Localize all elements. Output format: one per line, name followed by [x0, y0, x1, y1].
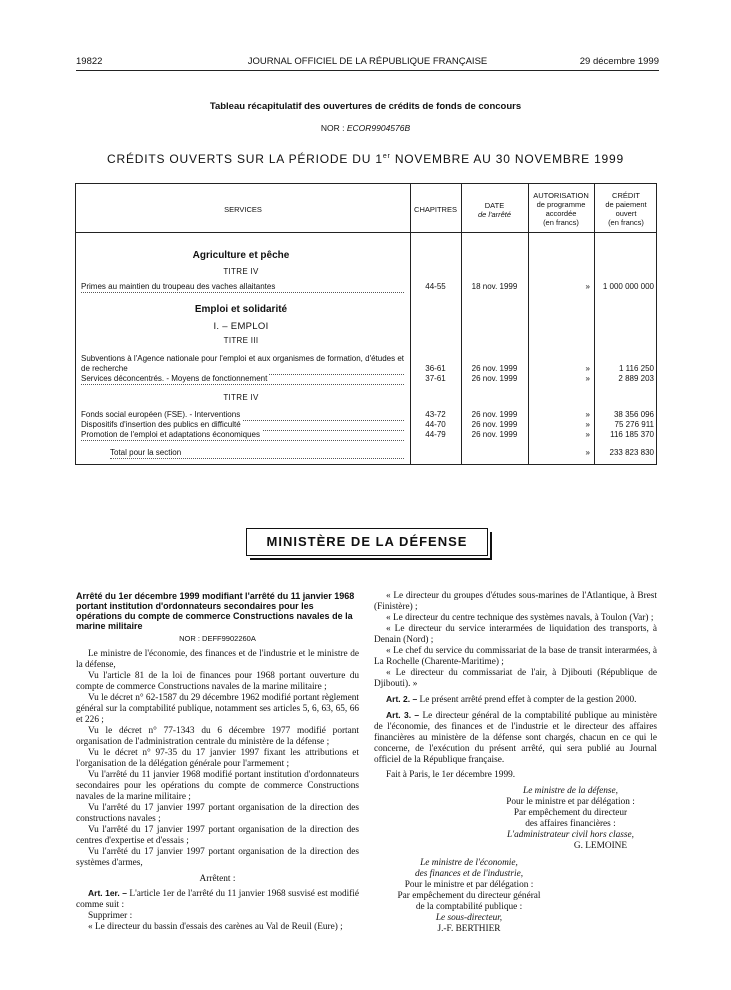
titre-iii: TITRE III	[223, 336, 259, 345]
arrete-left-column	[76, 591, 359, 933]
section-emploi: Emploi et solidarité	[194, 304, 288, 315]
row-date: 26 nov. 1999	[471, 430, 518, 439]
row-credit: 1 116 250	[619, 364, 654, 373]
row-chapitre: 44-79	[425, 430, 446, 439]
arrete-right-column	[374, 591, 657, 935]
paragraph: « Le directeur du groupes d'études sous-marines de l'Atlantique, à Brest (Finistère) ;	[374, 591, 657, 612]
col-credit: CRÉDIT de paiement ouvert (en francs)	[605, 191, 647, 227]
titre-iv-agri: TITRE IV	[223, 267, 259, 276]
row-autorisation: »	[585, 374, 590, 383]
section-agriculture: Agriculture et pêche	[192, 250, 290, 261]
fait-a-paris: Fait à Paris, le 1er décembre 1999.	[386, 770, 516, 780]
row-date: 18 nov. 1999	[471, 282, 518, 291]
row-autorisation: »	[585, 282, 590, 291]
col-autorisation: AUTORISATION de programme accordée (en francs)	[533, 191, 589, 227]
col-date: DATE de l'arrêté	[477, 201, 512, 219]
paragraph: « Le directeur du commissariat de l'air, à Djibouti (République de Djibouti). »	[374, 668, 657, 689]
paragraph: Vu l'article 81 de la loi de finances pour 1968 portant ouverture du compte de commerce Constructions navales de la marine militaire ;	[76, 671, 359, 692]
paragraph: Vu le décret n° 62-1587 du 29 décembre 1962 modifié portant règlement général sur la comptabilité publique, notamment ses articles 5, 6, 63, 65, 66 et 226 ;	[76, 693, 359, 725]
paragraph: Vu l'arrêté du 17 janvier 1997 portant organisation de la direction des constructions navales ;	[76, 803, 359, 824]
row-credit: 2 889 203	[618, 374, 654, 383]
paragraph: Vu l'arrêté du 11 janvier 1968 modifié portant institution d'ordonnateurs secondaires pour les opérations du compte de commerce Constructions navales de la marine militaire ;	[76, 770, 359, 802]
emploi-subsection: I. – EMPLOI	[213, 321, 269, 332]
credits-table	[75, 183, 657, 465]
row-credit: 38 356 096	[613, 410, 654, 419]
journal-title: JOURNAL OFFICIEL DE LA RÉPUBLIQUE FRANÇAISE	[247, 56, 488, 67]
table-title: Tableau récapitulatif des ouvertures de crédits de fonds de concours	[209, 101, 522, 112]
paragraph: « Le directeur du centre technique des systèmes navals, à Toulon (Var) ;	[386, 613, 654, 623]
row-chapitre: 43-72	[425, 410, 446, 419]
arrete-nor: NOR : DEFF9902260A	[179, 634, 256, 643]
row-autorisation: »	[585, 430, 590, 439]
row-date: 26 nov. 1999	[471, 420, 518, 429]
row-label: Dispositifs d'insertion des publics en difficulté	[81, 420, 404, 431]
arrete-title: Arrêté du 1er décembre 1999 modifiant l'arrêté du 11 janvier 1968 portant institution d'ordonnateurs secondaires pour les opérations du compte de commerce Constructions navales de la marine militaire	[76, 591, 355, 631]
row-autorisation: »	[585, 364, 590, 373]
paragraph: Vu l'arrêté du 17 janvier 1997 portant organisation de la direction des systèmes d'armes,	[76, 847, 359, 868]
paragraph: « Le chef du service du commissariat de la base de transit interarmées, à La Rochelle (Charente-Maritime) ;	[374, 646, 657, 667]
col-chapitres: CHAPITRES	[414, 205, 457, 214]
signature-economie: Le ministre de l'économie, des finances et de l'industrie, Pour le ministre et par délégation : Par empêchement du directeur général de la comptabilité publique : Le sous-directeur, J.-F. BERTHIER	[397, 858, 541, 934]
article-2: Art. 2. – Le présent arrêté prend effet à compter de la gestion 2000.	[386, 694, 637, 705]
row-credit: 75 276 911	[614, 420, 654, 429]
row-credit: 1 000 000 000	[602, 282, 654, 291]
row-date: 26 nov. 1999	[471, 410, 518, 419]
row-credit: 116 185 370	[610, 430, 654, 439]
row-chapitre: 44-55	[425, 282, 446, 291]
table-nor: NOR : ECOR9904576B	[320, 123, 411, 133]
paragraph: Vu le décret n° 77-1343 du 6 décembre 1977 modifié portant organisation de l'administration centrale du ministère de la défense ;	[76, 726, 359, 747]
arretent: Arrêtent :	[199, 874, 236, 884]
page-header	[76, 56, 659, 71]
row-date: 26 nov. 1999	[471, 364, 518, 373]
row-label: Primes au maintien du troupeau des vaches allaitantes	[81, 282, 404, 293]
paragraph: Vu le décret n° 97-35 du 17 janvier 1997 fixant les attributions et l'organisation de la délégation générale pour l'armement ;	[76, 748, 359, 769]
row-chapitre: 44-70	[425, 420, 446, 429]
col-services: SERVICES	[224, 205, 262, 214]
row-date: 26 nov. 1999	[471, 374, 518, 383]
paragraph: « Le directeur du bassin d'essais des carènes au Val de Reuil (Eure) ;	[88, 922, 343, 932]
total-autorisation: »	[585, 448, 590, 457]
total-label: Total pour la section	[110, 448, 404, 459]
row-label: Promotion de l'emploi et adaptations économiques	[81, 430, 404, 441]
paragraph: Vu l'arrêté du 17 janvier 1997 portant organisation de la direction des centres d'expertise et d'essais ;	[76, 825, 359, 846]
row-chapitre: 36-61	[425, 364, 446, 373]
page-number: 19822	[76, 56, 103, 67]
row-autorisation: »	[585, 420, 590, 429]
titre-iv-emploi: TITRE IV	[223, 393, 259, 402]
paragraph: « Le directeur du service interarmées de liquidation des transports, à Denain (Nord) ;	[374, 624, 657, 645]
article-1: Art. 1er. – L'article 1er de l'arrêté du 11 janvier 1968 susvisé est modifié comme suit :	[76, 888, 360, 910]
signature-defense: Le ministre de la défense, Pour le ministre et par délégation : Par empêchement du directeur des affaires financières : L'administrateur civil hors classe, G. LEMOINE	[506, 786, 635, 851]
total-credit: 233 823 830	[609, 448, 654, 457]
credits-heading: CRÉDITS OUVERTS SUR LA PÉRIODE DU 1er NOVEMBRE AU 30 NOVEMBRE 1999	[107, 152, 624, 166]
row-label: Fonds social européen (FSE). - Interventions	[81, 410, 404, 421]
row-chapitre: 37-61	[425, 374, 446, 383]
article-3: Art. 3. – Le directeur général de la comptabilité publique au ministère de l'économie, des finances et de l'industrie et le directeur des affaires financières au ministère de la défense sont chargés, chacun en ce qui le concerne, de l'exécution du présent arrêté, qui sera publié au Journal officiel de la République française.	[374, 710, 657, 765]
ministry-heading: MINISTÈRE DE LA DÉFENSE	[246, 528, 488, 556]
paragraph: Le ministre de l'économie, des finances et de l'industrie et le ministre de la défense,	[76, 649, 359, 670]
supprimer: Supprimer :	[88, 911, 133, 921]
row-label: Subventions à l'Agence nationale pour l'emploi et aux organismes de formation, d'études et de recherche	[81, 354, 404, 373]
row-autorisation: »	[585, 410, 590, 419]
issue-date: 29 décembre 1999	[579, 56, 659, 67]
row-label: Services déconcentrés. - Moyens de fonctionnement	[81, 374, 404, 385]
